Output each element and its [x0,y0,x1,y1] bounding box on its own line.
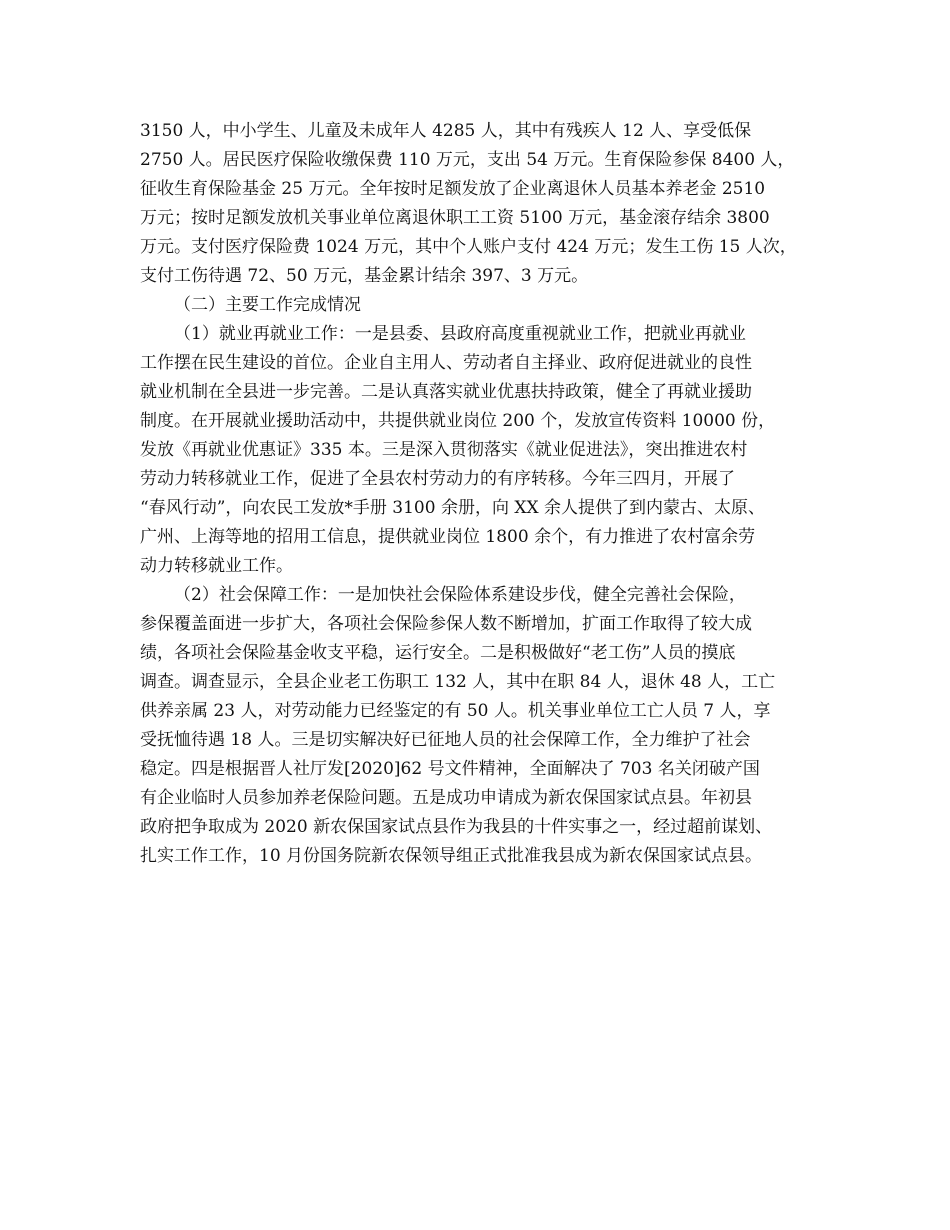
text-line: 扎实工作工作，10 月份国务院新农保领导组正式批准我县成为新农保国家试点县。 [140,846,763,866]
text-line: 发放《再就业优惠证》335 本。三是深入贯彻落实《就业促进法》，突出推进农村 [140,440,748,460]
text-line: 绩，各项社会保险基金收支平稳，运行安全。二是积极做好“老工伤”人员的摸底 [140,643,736,663]
text-line: 动力转移就业工作。 [140,556,293,576]
text-line: 广州、上海等地的招用工信息，提供就业岗位 1800 余个，有力推进了农村富余劳 [140,527,756,547]
text-line: 受抚恤待遇 18 人。三是切实解决好已征地人员的社会保障工作，全力维护了社会 [140,730,751,750]
text-line: （2）社会保障工作：一是加快社会保险体系建设步伐，健全完善社会保险， [174,585,746,605]
text-line: 万元。支付医疗保险费 1024 万元，其中个人账户支付 424 万元；发生工伤 15 人次， [140,237,797,257]
text-line: 征收生育保险基金 25 万元。全年按时足额发放了企业离退休人员基本养老金 2510 [140,179,766,199]
text-line: 制度。在开展就业援助活动中，共提供就业岗位 200 个，发放宣传资料 10000 份， [140,411,776,431]
text-line: 3150 人，中小学生、儿童及未成年人 4285 人，其中有残疾人 12 人、享受低保 [140,121,752,141]
text-line: 稳定。四是根据晋人社厅发[2020]62 号文件精神，全面解决了 703 名关闭破产国 [140,759,760,779]
text-line: 工作摆在民生建设的首位。企业自主用人、劳动者自主择业、政府促进就业的良性 [140,353,752,373]
text-line: 就业机制在全县进一步完善。二是认真落实就业优惠扶持政策，健全了再就业援助 [140,382,752,402]
text-line: 政府把争取成为 2020 新农保国家试点县作为我县的十件实事之一，经过超前谋划、 [140,817,773,837]
text-line: 供养亲属 23 人，对劳动能力已经鉴定的有 50 人。机关事业单位工亡人员 7 人，享 [140,701,771,721]
text-line: “春风行动”，向农民工发放*手册 3100 余册，向 XX 余人提供了到内蒙古、太原、 [140,498,765,518]
text-line: 劳动力转移就业工作，促进了全县农村劳动力的有序转移。今年三四月，开展了 [140,469,735,489]
document-body [140,117,830,871]
text-line: （二）主要工作完成情况 [174,295,361,315]
text-line: 2750 人。居民医疗保险收缴保费 110 万元，支出 54 万元。生育保险参保 8400 人， [140,150,795,170]
text-line: 参保覆盖面进一步扩大，各项社会保险参保人数不断增加，扩面工作取得了较大成 [140,614,752,634]
text-line: （1）就业再就业工作：一是县委、县政府高度重视就业工作，把就业再就业 [174,324,746,344]
text-line: 调查。调查显示，全县企业老工伤职工 132 人，其中在职 84 人，退休 48 人，工亡 [140,672,776,692]
text-line: 有企业临时人员参加养老保险问题。五是成功申请成为新农保国家试点县。年初县 [140,788,752,808]
text-line: 万元；按时足额发放机关事业单位离退休职工工资 5100 万元，基金滚存结余 3800 [140,208,770,228]
text-line: 支付工伤待遇 72、50 万元，基金累计结余 397、3 万元。 [140,266,589,286]
